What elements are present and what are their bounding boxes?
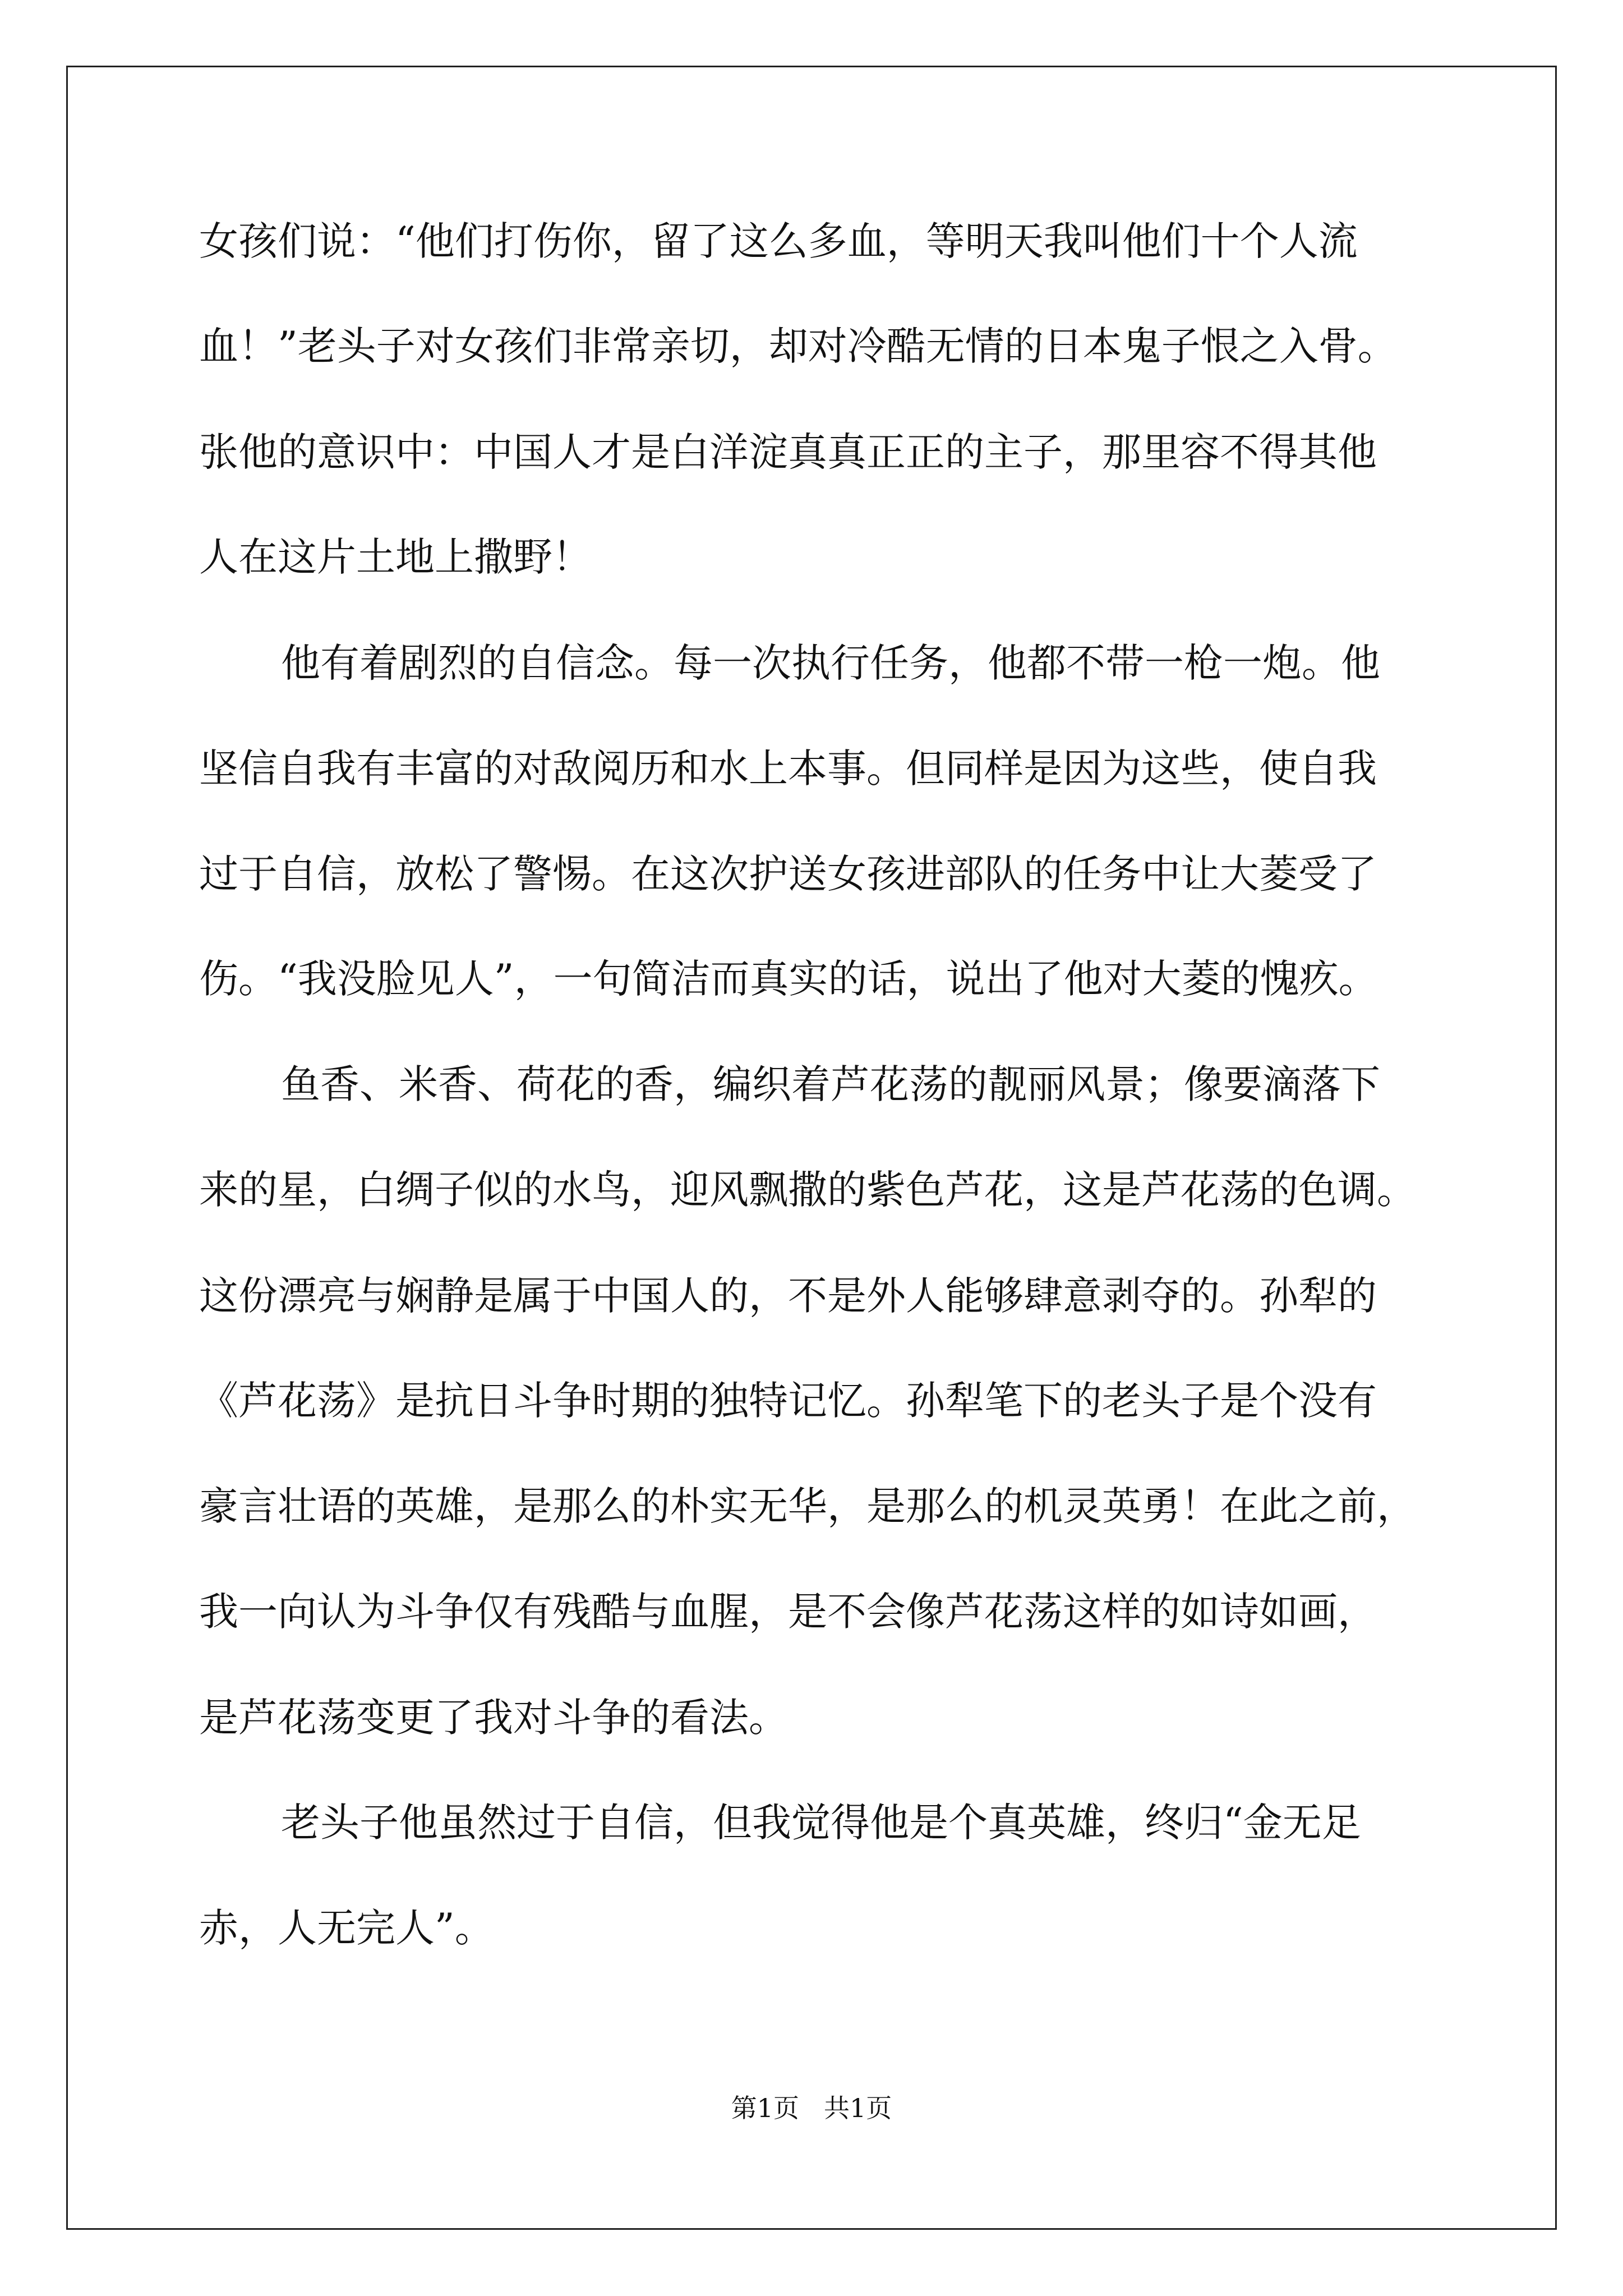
text-line: 来的星，白绸子似的水鸟，迎风飘撒的紫色芦花，这是芦花荡的色调。 bbox=[199, 1167, 1416, 1213]
text-line: 他有着剧烈的自信念。每一次执行任务，他都不带一枪一炮。他 bbox=[281, 640, 1380, 686]
text-line: 老头子他虽然过于自信，但我觉得他是个真英雄，终归“金无足 bbox=[281, 1800, 1361, 1846]
text-line: 鱼香、米香、荷花的香，编织着芦花荡的靓丽风景；像要滴落下 bbox=[281, 1061, 1380, 1107]
text-line: 坚信自我有丰富的对敌阅历和水上本事。但同样是因为这些，使自我 bbox=[199, 746, 1377, 792]
text-line: 我一向认为斗争仅有残酷与血腥，是不会像芦花荡这样的如诗如画， bbox=[199, 1589, 1377, 1635]
text-line: 伤。“我没脸见人”，一句简洁而真实的话，说出了他对大菱的愧疚。 bbox=[199, 956, 1378, 1002]
text-line: 过于自信，放松了警惕。在这次护送女孩进部队的任务中让大菱受了 bbox=[199, 851, 1377, 897]
page-footer bbox=[0, 2091, 1623, 2125]
text-line: 血！”老头子对女孩们非常亲切，却对冷酷无情的日本鬼子恨之入骨。 bbox=[199, 323, 1397, 369]
text-line: 《芦花荡》是抗日斗争时期的独特记忆。孙犁笔下的老头子是个没有 bbox=[199, 1378, 1377, 1424]
page-total: 共1页 bbox=[824, 2093, 892, 2123]
text-line: 赤，人无完人”。 bbox=[199, 1905, 494, 1951]
text-line: 这份漂亮与娴静是属于中国人的，不是外人能够肆意剥夺的。孙犁的 bbox=[199, 1273, 1377, 1319]
page-number: 第1页 bbox=[731, 2093, 799, 2123]
text-line: 人在这片土地上撒野！ bbox=[199, 534, 592, 580]
text-line: 女孩们说：“他们打伤你，留了这么多血，等明天我叫他们十个人流 bbox=[199, 218, 1358, 264]
text-line: 豪言壮语的英雄，是那么的朴实无华，是那么的机灵英勇！在此之前， bbox=[199, 1483, 1416, 1529]
text-line: 是芦花荡变更了我对斗争的看法。 bbox=[199, 1695, 788, 1741]
text-line: 张他的意识中：中国人才是白洋淀真真正正的主子，那里容不得其他 bbox=[199, 429, 1377, 475]
